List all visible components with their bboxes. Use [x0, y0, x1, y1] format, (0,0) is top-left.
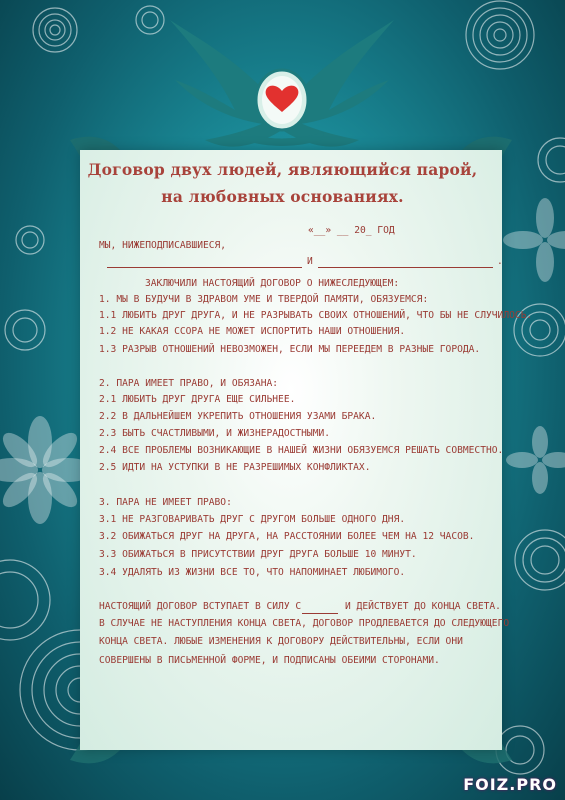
and-word: И: [307, 256, 313, 267]
document-title-line1: Договор двух людей, являющийся парой,: [87, 160, 478, 179]
list-item: 1.3 РАЗРЫВ ОТНОШЕНИЙ НЕВОЗМОЖЕН, ЕСЛИ МЫ ПЕРЕЕДЕМ В РАЗНЫЕ ГОРОДА.: [99, 344, 481, 355]
list-item: 3.4 УДАЛЯТЬ ИЗ ЖИЗНИ ВСЕ ТО, ЧТО НАПОМИНАЕТ ЛЮБИМОГО.: [99, 567, 406, 578]
section-heading: 3. ПАРА НЕ ИМЕЕТ ПРАВО:: [99, 497, 232, 508]
list-item: 1.1 ЛЮБИТЬ ДРУГ ДРУГА, И НЕ РАЗРЫВАТЬ СВОИХ ОТНОШЕНИЙ, ЧТО БЫ НЕ СЛУЧИЛОСЬ.: [99, 310, 533, 321]
closing-line: КОНЦА СВЕТА. ЛЮБЫЕ ИЗМЕНЕНИЯ К ДОГОВОРУ ДЕЙСТВИТЕЛЬНЫ, ЕСЛИ ОНИ: [99, 636, 463, 647]
signature-line-2: [318, 267, 493, 268]
start-date-blank: [302, 613, 338, 614]
list-item: 3.3 ОБИЖАТЬСЯ В ПРИСУТСТВИИ ДРУГ ДРУГА БОЛЬШЕ 10 МИНУТ.: [99, 549, 417, 560]
closing-line: И ДЕЙСТВУЕТ ДО КОНЦА СВЕТА.: [345, 601, 501, 612]
signature-line-1: [107, 267, 302, 268]
list-item: 2.2 В ДАЛЬНЕЙШЕМ УКРЕПИТЬ ОТНОШЕНИЯ УЗАМИ БРАКА.: [99, 411, 377, 422]
list-item: 3.2 ОБИЖАТЬСЯ ДРУГ НА ДРУГА, НА РАССТОЯНИИ БОЛЕЕ ЧЕМ НА 12 ЧАСОВ.: [99, 531, 475, 542]
list-item: 1.2 НЕ КАКАЯ ССОРА НЕ МОЖЕТ ИСПОРТИТЬ НАШИ ОТНОШЕНИЯ.: [99, 326, 406, 337]
list-item: 2.5 ИДТИ НА УСТУПКИ В НЕ РАЗРЕШИМЫХ КОНФЛИКТАХ.: [99, 462, 371, 473]
section-heading: 2. ПАРА ИМЕЕТ ПРАВО, И ОБЯЗАНА:: [99, 378, 279, 389]
list-item: 2.4 ВСЕ ПРОБЛЕМЫ ВОЗНИКАЮЩИЕ В НАШЕЙ ЖИЗНИ ОБЯЗУЕМСЯ РЕШАТЬ СОВМЕСТНО.: [99, 445, 504, 456]
we-undersigned-label: МЫ, НИЖЕПОДПИСАВШИЕСЯ,: [99, 240, 227, 251]
intro-line: ЗАКЛЮЧИЛИ НАСТОЯЩИЙ ДОГОВОР О НИЖЕСЛЕДУЮЩЕМ:: [145, 278, 400, 289]
list-item: 3.1 НЕ РАЗГОВАРИВАТЬ ДРУГ С ДРУГОМ БОЛЬШЕ ОДНОГО ДНЯ.: [99, 514, 406, 525]
list-item: 2.3 БЫТЬ СЧАСТЛИВЫМИ, И ЖИЗНЕРАДОСТНЫМИ.: [99, 428, 331, 439]
closing-line: НАСТОЯЩИЙ ДОГОВОР ВСТУПАЕТ В СИЛУ С: [99, 601, 302, 612]
period-mark: .: [497, 256, 503, 267]
list-item: 2.1 ЛЮБИТЬ ДРУГ ДРУГА ЕЩЕ СИЛЬНЕЕ.: [99, 394, 296, 405]
closing-line: СОВЕРШЕНЫ В ПИСЬМЕННОЙ ФОРМЕ, И ПОДПИСАНЫ ОБЕИМИ СТОРОНАМИ.: [99, 655, 440, 666]
section-heading: 1. МЫ В БУДУЧИ В ЗДРАВОМ УМЕ И ТВЕРДОЙ ПАМЯТИ, ОБЯЗУЕМСЯ:: [99, 294, 429, 305]
site-watermark: FOIZ.PRO: [463, 775, 557, 794]
closing-line: В СЛУЧАЕ НЕ НАСТУПЛЕНИЯ КОНЦА СВЕТА, ДОГОВОР ПРОДЛЕВАЕТСЯ ДО СЛЕДУЮЩЕГО: [99, 618, 510, 629]
date-line: «__» __ 20_ ГОД: [308, 225, 395, 236]
document-title-line2: на любовных основаниях.: [161, 187, 404, 206]
